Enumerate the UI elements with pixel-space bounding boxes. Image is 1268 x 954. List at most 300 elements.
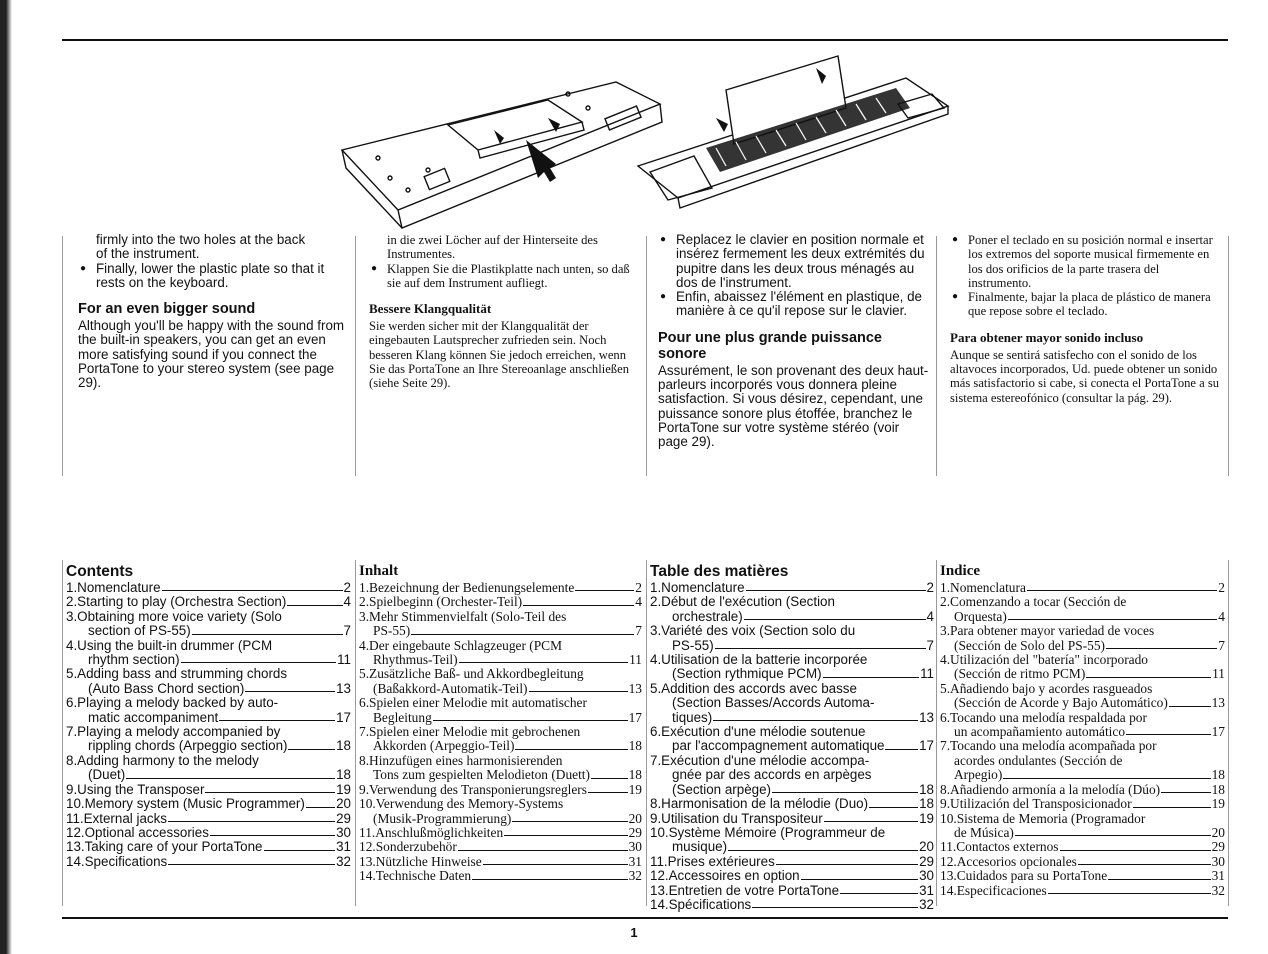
toc-leader	[515, 749, 627, 750]
toc-leader	[433, 720, 628, 721]
section-heading: Bessere Klangqualität	[369, 301, 492, 317]
toc-entry	[940, 682, 1225, 711]
toc-leader	[869, 807, 918, 808]
toc-entry	[66, 797, 351, 811]
paragraph: Assurément, le son provenant des deux haut-parleurs incorporés vous donnera pleine satisfaction. Si vous désirez, cependant, une puissance sonore plus étoffée, branchez le PortaTone sur votre système stéréo (voir page 29).	[658, 362, 929, 450]
toc-entry-continuation: tiques)	[672, 709, 713, 725]
toc-page-number: 19	[628, 781, 642, 797]
divider	[355, 236, 356, 476]
toc-leader	[713, 720, 918, 721]
toc-leader	[823, 677, 920, 678]
toc-entry	[66, 667, 351, 696]
toc-entry	[650, 812, 934, 826]
toc-leader	[288, 749, 335, 750]
toc-entry	[359, 754, 642, 783]
toc-leader	[588, 792, 628, 793]
contents-list-german	[359, 563, 642, 884]
toc-entry-label: 3.Variété des voix (Section solo du	[650, 623, 856, 639]
toc-entry-continuation: (Duet)	[88, 767, 126, 783]
toc-entry-label: 11.Contactos externos	[940, 839, 1059, 855]
toc-leader	[1086, 677, 1211, 678]
toc-page-number: 11	[1212, 666, 1225, 682]
toc-entry	[66, 840, 351, 854]
toc-entry-continuation: orchestrale)	[672, 608, 743, 624]
toc-page-number: 2	[1218, 580, 1225, 595]
toc-entry-label: 6.Spielen einer Melodie mit automatischer	[359, 695, 587, 711]
toc-entry-label: 5.Adding bass and strumming chords	[66, 666, 288, 682]
toc-entry-continuation: (Sección de ritmo PCM)	[954, 666, 1086, 682]
section-heading: Pour une plus grande puissance sonore	[658, 329, 882, 362]
toc-page-number: 20	[919, 839, 934, 855]
toc-entry	[66, 783, 351, 797]
toc-entry	[650, 884, 934, 898]
toc-entry-label: 7.Playing a melody accompanied by	[66, 724, 281, 740]
toc-leader	[264, 850, 336, 851]
toc-entry-label: 2.Comenzando a tocar (Sección de	[940, 594, 1127, 610]
toc-page-number: 30	[919, 868, 934, 884]
toc-entry	[359, 595, 642, 609]
toc-entry-label: 2.Spielbeginn (Orchester-Teil)	[359, 594, 523, 610]
toc-page-number: 29	[336, 810, 351, 826]
toc-page-number: 17	[628, 709, 642, 725]
toc-entry	[359, 783, 642, 797]
toc-entry	[359, 855, 642, 869]
toc-page-number: 17	[919, 738, 934, 754]
bullet-item: ● Finalmente, bajar la placa de plástico de manera que repose sobre el teclado.	[950, 290, 1220, 319]
toc-entry-label: 9.Verwendung des Transponierungsreglers	[359, 781, 587, 797]
toc-leader	[1078, 864, 1211, 865]
toc-entry-label: 14.Technische Daten	[359, 868, 472, 884]
toc-page-number: 11	[337, 652, 351, 668]
toc-entry	[66, 826, 351, 840]
toc-entry-label: 1.Nomenclature	[66, 580, 161, 595]
toc-leader	[776, 864, 918, 865]
toc-entry	[359, 840, 642, 854]
toc-entry	[650, 898, 934, 912]
text-line: of the instrument.	[96, 246, 200, 262]
toc-entry-label: 8.Añadiendo armonía a la melodía (Dúo)	[940, 781, 1161, 797]
toc-page-number: 7	[343, 623, 351, 639]
toc-entry	[66, 812, 351, 826]
toc-leader	[728, 850, 918, 851]
toc-entry-label: 10.Memory system (Music Programmer)	[66, 796, 305, 812]
toc-entry-label: 7.Tocando una melodía acompañada por	[940, 738, 1157, 754]
toc-page-number: 11	[920, 666, 934, 682]
toc-page-number: 18	[336, 738, 351, 754]
toc-entry	[66, 581, 351, 595]
toc-entry-label: 14.Specifications	[66, 853, 168, 869]
toc-entry-continuation: un acompañamiento automático	[954, 724, 1126, 740]
toc-page-number: 19	[1211, 796, 1225, 812]
french-column	[658, 233, 930, 450]
toc-entry	[650, 797, 934, 811]
toc-entry-label: 2.Starting to play (Orchestra Section)	[66, 594, 287, 610]
toc-page-number: 19	[336, 781, 351, 797]
toc-page-number: 18	[628, 767, 642, 783]
toc-entry-continuation: (Section rythmique PCM)	[672, 666, 822, 682]
paragraph: Aunque se sentirá satisfecho con el sonido de los altavoces incorporados, Ud. puede obtener un sonido más satisfactorio si cabe, si conecta el PortaTone a su sistema estereofónico (consultar la pág. 29).	[950, 347, 1220, 405]
toc-page-number: 32	[336, 853, 351, 869]
toc-entry	[940, 840, 1225, 854]
toc-page-number: 18	[628, 738, 642, 754]
toc-entry-continuation: de Música)	[954, 824, 1014, 840]
toc-entry	[650, 624, 934, 653]
toc-entry-label: 9.Utilisation du Transpositeur	[650, 810, 823, 826]
toc-leader	[1048, 893, 1211, 894]
toc-entry	[359, 610, 642, 639]
toc-title: Table des matières	[650, 563, 789, 580]
divider	[936, 560, 937, 906]
toc-leader	[772, 792, 918, 793]
toc-entry	[940, 797, 1225, 811]
toc-page-number: 13	[336, 680, 351, 696]
toc-entry	[650, 826, 934, 855]
toc-entry-label: 8.Hinzufügen eines harmonisierenden	[359, 752, 563, 768]
toc-leader	[1015, 835, 1211, 836]
toc-leader	[245, 691, 335, 692]
toc-entry-continuation: (Auto Bass Chord section)	[88, 680, 245, 696]
toc-entry	[650, 595, 934, 624]
toc-leader	[746, 590, 926, 591]
toc-entry-continuation: (Section arpège)	[672, 781, 771, 797]
contents-list-french	[650, 563, 934, 912]
toc-entry-continuation: Rhythmus-Teil)	[373, 652, 458, 668]
toc-entry-continuation: (Section Basses/Accords Automa-	[672, 695, 875, 711]
toc-page-number: 20	[336, 796, 351, 812]
toc-leader	[1060, 850, 1211, 851]
toc-entry-label: 2.Début de l'exécution (Section	[650, 594, 835, 610]
toc-leader	[1106, 648, 1217, 649]
toc-entry-label: 3.Para obtener mayor variedad de voces	[940, 623, 1155, 639]
toc-entry-label: 4.Der eingebaute Schlagzeuger (PCM	[359, 637, 563, 653]
toc-entry	[940, 739, 1225, 782]
toc-entry	[650, 869, 934, 883]
toc-page-number: 17	[336, 709, 351, 725]
text-line: in die zwei Löcher auf der Hinterseite des	[387, 233, 598, 247]
german-column	[369, 233, 637, 391]
toc-entry	[940, 884, 1225, 898]
toc-entry-label: 4.Utilización del "batería" incorporado	[940, 652, 1148, 668]
toc-entry	[66, 639, 351, 668]
toc-entry	[650, 754, 934, 797]
toc-page-number: 29	[1211, 839, 1225, 855]
toc-leader	[529, 691, 628, 692]
toc-entry-continuation: Akkorden (Arpeggio-Teil)	[373, 738, 515, 754]
divider	[355, 560, 356, 906]
toc-entry	[940, 653, 1225, 682]
toc-page-number: 30	[628, 839, 642, 855]
toc-leader	[1161, 792, 1210, 793]
toc-leader	[715, 648, 926, 649]
toc-entry-label: 14.Especificaciones	[940, 882, 1047, 898]
toc-entry-continuation: gnée par des accords en arpèges	[672, 767, 872, 783]
toc-page-number: 31	[628, 853, 642, 869]
toc-leader	[575, 590, 634, 591]
bullet-item: ● Replacez le clavier en position normale et insérez fermement les deux extrémités du pupitre dans les deux trous ménagés au dos de l'instrument.	[658, 233, 930, 290]
toc-entry-label: 11.External jacks	[66, 810, 167, 826]
toc-leader	[1126, 734, 1211, 735]
toc-page-number: 20	[1211, 824, 1225, 840]
toc-leader	[512, 821, 627, 822]
toc-leader	[205, 792, 335, 793]
toc-page-number: 13	[919, 709, 934, 725]
toc-entry	[650, 682, 934, 725]
toc-leader	[219, 720, 335, 721]
toc-leader	[192, 634, 343, 635]
toc-entry	[650, 855, 934, 869]
paragraph: Although you'll be happy with the sound from the built-in speakers, you can get an even more satisfying sound if you connect the PortaTone to your stereo system (see page 29).	[78, 318, 345, 391]
toc-entry	[650, 725, 934, 754]
toc-leader	[523, 605, 634, 606]
toc-entry-label: 6.Tocando una melodía respaldada por	[940, 709, 1147, 725]
toc-entry	[66, 725, 351, 754]
toc-page-number: 29	[919, 853, 934, 869]
toc-entry-label: 12.Sonderzubehör	[359, 839, 457, 855]
section-heading: Para obtener mayor sonido incluso	[950, 329, 1144, 345]
toc-page-number: 13	[628, 680, 642, 696]
keyboard-front-illustration	[636, 48, 952, 236]
toc-leader	[1027, 590, 1217, 591]
toc-entry-label: 6.Exécution d'une mélodie soutenue	[650, 724, 866, 740]
toc-entry	[940, 581, 1225, 595]
toc-page-number: 31	[1211, 868, 1225, 884]
bullet-item: ● Finally, lower the plastic plate so that it rests on the keyboard.	[78, 262, 350, 291]
toc-entry-label: 6.Playing a melody backed by auto-	[66, 695, 279, 711]
toc-entry	[940, 812, 1225, 841]
toc-page-number: 11	[629, 652, 642, 668]
toc-entry-label: 7.Exécution d'une mélodie accompa-	[650, 752, 870, 768]
toc-page-number: 17	[1211, 724, 1225, 740]
toc-page-number: 20	[628, 810, 642, 826]
toc-entry	[359, 826, 642, 840]
toc-entry-label: 1.Bezeichnung der Bedienungselemente	[359, 580, 575, 595]
toc-page-number: 32	[1211, 882, 1225, 898]
keyboard-back-illustration	[338, 60, 668, 232]
toc-entry	[940, 711, 1225, 740]
toc-leader	[1133, 807, 1211, 808]
toc-entry-label: 1.Nomenclatura	[940, 580, 1026, 595]
toc-page-number: 32	[919, 896, 934, 912]
toc-entry-continuation: section of PS-55)	[88, 623, 191, 639]
toc-entry	[66, 754, 351, 783]
paragraph: Sie werden sicher mit der Klangqualität der eingebauten Lautsprecher zufrieden sein. Noch besseren Klang können Sie jedoch erreichen, wenn Sie das PortaTone an Ihre Stereoanlage anschließen (siehe Seite 29).	[369, 319, 629, 391]
divider	[646, 236, 647, 476]
toc-title: Indice	[940, 563, 981, 579]
toc-entry-continuation: (Musik-Programmierung)	[373, 810, 512, 826]
divider	[1228, 560, 1229, 906]
toc-entry-label: 13.Cuidados para su PortaTone	[940, 868, 1108, 884]
toc-page-number: 31	[336, 839, 351, 855]
toc-entry	[66, 595, 351, 609]
toc-leader	[411, 634, 634, 635]
toc-entry-label: 10.Système Mémoire (Programmeur de	[650, 824, 886, 840]
toc-page-number: 18	[919, 781, 934, 797]
toc-entry-label: 11.Prises extérieures	[650, 853, 775, 869]
toc-page-number: 30	[336, 824, 351, 840]
toc-entry-label: 4.Utilisation de la batterie incorporée	[650, 652, 868, 668]
toc-page-number: 7	[635, 623, 642, 639]
toc-page-number: 18	[1211, 781, 1225, 797]
toc-page-number: 7	[1218, 637, 1225, 653]
toc-entry-label: 1.Nomenclature	[650, 580, 745, 595]
toc-entry	[66, 610, 351, 639]
toc-entry	[359, 869, 642, 883]
toc-leader	[885, 749, 918, 750]
toc-entry	[359, 581, 642, 595]
toc-page-number: 2	[635, 580, 642, 595]
toc-leader	[162, 590, 343, 591]
toc-entry-label: 13.Entretien de votre PortaTone	[650, 882, 840, 898]
divider	[62, 560, 63, 906]
toc-leader	[472, 879, 628, 880]
toc-entry-label: 9.Using the Transposer	[66, 781, 205, 797]
toc-page-number: 18	[919, 796, 934, 812]
toc-entry-label: 11.Anschlußmöglichkeiten	[359, 824, 504, 840]
toc-leader	[744, 619, 926, 620]
toc-title: Contents	[66, 563, 134, 580]
toc-page-number: 4	[635, 594, 642, 610]
divider	[1228, 236, 1229, 476]
toc-entry-continuation: PS-55)	[672, 637, 714, 653]
toc-entry-label: 12.Accesorios opcionales	[940, 853, 1077, 869]
toc-entry-label: 5.Zusätzliche Baß- und Akkordbegleitung	[359, 666, 584, 682]
toc-entry-continuation: Begleitung	[373, 709, 432, 725]
toc-entry-continuation: matic accompaniment	[88, 709, 219, 725]
toc-entry-label: 8.Adding harmony to the melody	[66, 752, 259, 768]
toc-entry-label: 9.Utilización del Transposicionador	[940, 796, 1132, 812]
contents-list-english	[66, 563, 351, 869]
toc-entry-continuation: (Baßakkord-Automatik-Teil)	[373, 680, 528, 696]
toc-leader	[824, 821, 918, 822]
toc-leader	[752, 907, 918, 908]
toc-entry-label: 5.Añadiendo bajo y acordes rasgueados	[940, 680, 1153, 696]
toc-page-number: 13	[1211, 695, 1225, 711]
toc-entry	[66, 696, 351, 725]
divider	[646, 560, 647, 906]
toc-leader	[168, 821, 335, 822]
text-line: firmly into the two holes at the back	[96, 232, 306, 247]
toc-page-number: 30	[1211, 853, 1225, 869]
toc-entry	[940, 783, 1225, 797]
toc-leader	[459, 662, 628, 663]
toc-page-number: 4	[343, 594, 351, 610]
toc-entry-continuation: acordes ondulantes (Sección de	[954, 752, 1123, 768]
toc-leader	[210, 835, 335, 836]
toc-leader	[801, 879, 918, 880]
toc-entry-label: 10.Verwendung des Memory-Systems	[359, 796, 564, 812]
bullet-item: ● Poner el teclado en su posición normal e insertar los extremos del soporte musical firmemente en los dos orificios de la parte trasera del instrumento.	[950, 233, 1220, 290]
toc-title: Inhalt	[359, 563, 399, 579]
toc-entry-continuation: Orquesta)	[954, 608, 1007, 624]
toc-leader	[287, 605, 342, 606]
toc-leader	[1008, 619, 1217, 620]
section-heading: For an even bigger sound	[78, 301, 256, 318]
page-number: 1	[630, 925, 638, 940]
toc-entry	[359, 696, 642, 725]
toc-entry	[359, 667, 642, 696]
toc-leader	[126, 778, 335, 779]
toc-page-number: 18	[336, 767, 351, 783]
text-line: Instrumentes.	[387, 247, 456, 262]
toc-entry-continuation: Tons zum gespielten Melodieton (Duett)	[373, 767, 590, 783]
toc-page-number: 2	[343, 580, 351, 595]
toc-entry-continuation: musique)	[672, 839, 728, 855]
bottom-rule	[62, 917, 1228, 919]
toc-leader	[1003, 778, 1210, 779]
toc-leader	[306, 807, 335, 808]
toc-leader	[1169, 706, 1211, 707]
toc-entry-continuation: (Sección de Acorde y Bajo Automático)	[954, 695, 1168, 711]
toc-entry-label: 12.Optional accessories	[66, 824, 209, 840]
toc-entry	[940, 855, 1225, 869]
top-rule	[62, 39, 1228, 41]
toc-entry	[940, 869, 1225, 883]
toc-page-number: 7	[926, 637, 934, 653]
toc-page-number: 32	[628, 868, 642, 884]
contents-list-spanish	[940, 563, 1225, 898]
toc-entry-continuation: (Sección de Solo del PS-55)	[954, 637, 1105, 653]
spanish-column	[950, 233, 1220, 405]
toc-entry	[66, 855, 351, 869]
toc-entry-label: 3.Mehr Stimmenvielfalt (Solo-Teil des	[359, 608, 567, 624]
bullet-item: ● Klappen Sie die Plastikplatte nach unten, so daß sie auf dem Instrument aufliegt.	[369, 262, 637, 291]
divider	[936, 236, 937, 476]
toc-leader	[840, 893, 918, 894]
english-column	[78, 233, 350, 391]
toc-leader	[1108, 879, 1210, 880]
toc-entry	[650, 581, 934, 595]
toc-entry-label: 13.Nützliche Hinweise	[359, 853, 482, 869]
toc-entry-continuation: Arpegio)	[954, 767, 1003, 783]
toc-entry	[359, 639, 642, 668]
toc-page-number: 29	[628, 824, 642, 840]
toc-entry	[359, 797, 642, 826]
toc-leader	[458, 850, 628, 851]
toc-entry-continuation: rhythm section)	[88, 652, 180, 668]
toc-entry-label: 5.Addition des accords avec basse	[650, 680, 857, 696]
toc-entry-label: 12.Accessoires en option	[650, 868, 800, 884]
toc-entry-label: 4.Using the built-in drummer (PCM	[66, 637, 273, 653]
toc-entry	[359, 725, 642, 754]
toc-page-number: 4	[1218, 608, 1225, 624]
toc-leader	[504, 835, 627, 836]
toc-entry-label: 7.Spielen einer Melodie mit gebrochenen	[359, 724, 581, 740]
bullet-item: ● Enfin, abaissez l'élément en plastique, de manière à ce qu'il repose sur le clavier.	[658, 290, 930, 319]
toc-entry-label: 3.Obtaining more voice variety (Solo	[66, 608, 282, 624]
toc-entry	[940, 624, 1225, 653]
toc-page-number: 2	[926, 580, 934, 595]
toc-leader	[181, 662, 337, 663]
toc-leader	[591, 778, 628, 779]
toc-leader	[483, 864, 628, 865]
toc-entry-continuation: PS-55)	[373, 623, 411, 639]
toc-entry-continuation: par l'accompagnement automatique	[672, 738, 885, 754]
toc-entry-label: 10.Sistema de Memoria (Programador	[940, 810, 1146, 826]
toc-leader	[168, 864, 335, 865]
toc-page-number: 18	[1211, 767, 1225, 783]
toc-entry-label: 8.Harmonisation de la mélodie (Duo)	[650, 796, 869, 812]
toc-entry-continuation: rippling chords (Arpeggio section)	[88, 738, 288, 754]
toc-entry-label: 13.Taking care of your PortaTone	[66, 839, 263, 855]
toc-entry-label: 14.Spécifications	[650, 896, 752, 912]
scan-edge	[0, 0, 12, 954]
toc-page-number: 31	[919, 882, 934, 898]
divider	[62, 236, 63, 476]
toc-page-number: 19	[919, 810, 934, 826]
toc-entry	[940, 595, 1225, 624]
toc-page-number: 4	[926, 608, 934, 624]
toc-entry	[650, 653, 934, 682]
